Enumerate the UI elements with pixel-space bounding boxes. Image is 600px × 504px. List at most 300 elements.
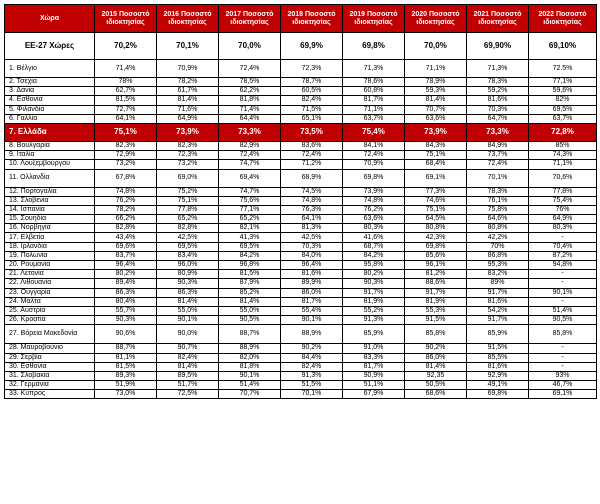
value-cell: 71,1%: [529, 160, 597, 169]
table-row: [5, 224, 597, 233]
value-cell: 92,9%: [467, 371, 529, 380]
value-cell: 90,7%: [157, 344, 219, 353]
country-cell: 12. Πορτογαλία: [5, 187, 95, 196]
table-row: [5, 297, 597, 306]
value-cell: 81,6%: [467, 96, 529, 105]
value-cell: 86,0%: [405, 353, 467, 362]
table-row: [5, 288, 597, 297]
value-cell: 75,8%: [467, 205, 529, 214]
value-cell: 91,7%: [467, 288, 529, 297]
value-cell: 64,4%: [219, 114, 281, 123]
value-cell: 75,1%: [157, 196, 219, 205]
table-row: [5, 242, 597, 251]
value-cell: 77,8%: [157, 205, 219, 214]
value-cell: 66,2%: [95, 215, 157, 224]
country-cell: 10. Λουξεμβούργου: [5, 160, 95, 169]
value-cell: 67,8%: [95, 169, 157, 187]
value-cell: 90,5%: [219, 316, 281, 325]
value-cell: 75,1%: [405, 151, 467, 160]
value-cell: 63,6%: [343, 215, 405, 224]
value-cell: 72,4%: [467, 160, 529, 169]
table-row: [5, 187, 597, 196]
country-cell: 14. Ισπανία: [5, 205, 95, 214]
value-cell: 81,6%: [467, 297, 529, 306]
column-header-year: 2017 Ποσοστό ιδιοκτησίας: [219, 5, 281, 33]
value-cell: 62,2%: [219, 87, 281, 96]
value-cell: 81,9%: [343, 297, 405, 306]
value-cell: 41,3%: [219, 233, 281, 242]
table-row: [5, 196, 597, 205]
value-cell: 72,7%: [95, 105, 157, 114]
value-cell: 90,2%: [405, 344, 467, 353]
eu27-value: 70,0%: [405, 33, 467, 60]
value-cell: 70,6%: [529, 169, 597, 187]
value-cell: 42,2%: [467, 233, 529, 242]
value-cell: 43,4%: [95, 233, 157, 242]
value-cell: 76%: [529, 205, 597, 214]
value-cell: 94,8%: [529, 261, 597, 270]
table-row: [5, 306, 597, 315]
value-cell: 69,8%: [343, 169, 405, 187]
country-cell: 9. Ιταλία: [5, 151, 95, 160]
country-cell: 27. Βόρεια Μακεδονία: [5, 325, 95, 344]
value-cell: 81,4%: [405, 96, 467, 105]
table-row: [5, 270, 597, 279]
value-cell: 70,3%: [281, 242, 343, 251]
value-cell: 74,8%: [343, 196, 405, 205]
value-cell: 59,3%: [405, 87, 467, 96]
value-cell: 41,6%: [343, 233, 405, 242]
value-cell: 75,4%: [529, 196, 597, 205]
value-cell: 69,8%: [467, 390, 529, 399]
country-cell: 18. Ιρλανδία: [5, 242, 95, 251]
value-cell: 42,5%: [281, 233, 343, 242]
column-header-year: 2022 Ποσοστό ιδιοκτησίας: [529, 5, 597, 33]
table-row: [5, 141, 597, 150]
value-cell: 70%: [467, 242, 529, 251]
value-cell: 42,5%: [157, 233, 219, 242]
value-cell: 82,4%: [281, 362, 343, 371]
value-cell: 80,8%: [405, 224, 467, 233]
value-cell: 84,9%: [467, 141, 529, 150]
value-cell: 96,4%: [95, 261, 157, 270]
value-cell: 78,3%: [467, 187, 529, 196]
value-cell: 91,5%: [405, 316, 467, 325]
value-cell: 83,4%: [157, 251, 219, 260]
value-cell: 83,7%: [95, 251, 157, 260]
value-cell: 75,1%: [95, 123, 157, 141]
value-cell: 89,9%: [281, 279, 343, 288]
value-cell: 82,1%: [219, 224, 281, 233]
value-cell: 82,0%: [219, 353, 281, 362]
value-cell: -: [529, 344, 597, 353]
country-cell: 23. Ουγγαρία: [5, 288, 95, 297]
table-row: [5, 151, 597, 160]
value-cell: 73,9%: [405, 123, 467, 141]
value-cell: 83,2%: [467, 270, 529, 279]
value-cell: 90,5%: [529, 316, 597, 325]
country-cell: 13. Σλοβενία: [5, 196, 95, 205]
value-cell: 51,4%: [529, 306, 597, 315]
country-cell: 2. Τσεχία: [5, 78, 95, 87]
value-cell: 82%: [529, 96, 597, 105]
value-cell: 72,5%: [157, 390, 219, 399]
country-cell: 4. Εσθονία: [5, 96, 95, 105]
value-cell: 90,1%: [157, 316, 219, 325]
value-cell: 76,2%: [95, 196, 157, 205]
value-cell: 81,8%: [219, 96, 281, 105]
value-cell: 51,7%: [157, 381, 219, 390]
value-cell: 85,5%: [467, 353, 529, 362]
value-cell: 96,0%: [157, 261, 219, 270]
eu27-value: 70,2%: [95, 33, 157, 60]
value-cell: 81,7%: [343, 96, 405, 105]
value-cell: 80,3%: [343, 224, 405, 233]
value-cell: 69,6%: [95, 242, 157, 251]
value-cell: 72,8%: [529, 123, 597, 141]
value-cell: 81,5%: [95, 362, 157, 371]
value-cell: 74,7%: [219, 160, 281, 169]
value-cell: 84,4%: [281, 353, 343, 362]
value-cell: 89,3%: [95, 371, 157, 380]
value-cell: 73,9%: [157, 123, 219, 141]
value-cell: 90,1%: [219, 371, 281, 380]
value-cell: 84,1%: [343, 141, 405, 150]
country-cell: 3. Δανία: [5, 87, 95, 96]
value-cell: 80,8%: [467, 224, 529, 233]
value-cell: 81,9%: [405, 297, 467, 306]
value-cell: 61,7%: [157, 87, 219, 96]
value-cell: 95,3%: [467, 261, 529, 270]
value-cell: 80,3%: [529, 224, 597, 233]
value-cell: 42,3%: [405, 233, 467, 242]
value-cell: -: [529, 270, 597, 279]
table-row: [5, 114, 597, 123]
value-cell: 69,4%: [219, 169, 281, 187]
value-cell: 73,9%: [343, 187, 405, 196]
value-cell: 64,6%: [467, 215, 529, 224]
value-cell: 54,2%: [467, 306, 529, 315]
value-cell: 73,7%: [467, 151, 529, 160]
value-cell: 75,6%: [219, 196, 281, 205]
value-cell: 81,6%: [281, 270, 343, 279]
value-cell: 87,2%: [529, 251, 597, 260]
eu27-value: 69,10%: [529, 33, 597, 60]
value-cell: 85,2%: [219, 288, 281, 297]
country-cell: 22. Λιθουανία: [5, 279, 95, 288]
value-cell: -: [529, 233, 597, 242]
country-cell: 7. Ελλάδα: [5, 123, 95, 141]
value-cell: 68,6%: [405, 390, 467, 399]
value-cell: 77,1%: [219, 205, 281, 214]
value-cell: 96,8%: [219, 261, 281, 270]
value-cell: 78,5%: [219, 78, 281, 87]
value-cell: 81,2%: [405, 270, 467, 279]
value-cell: 70,1%: [281, 390, 343, 399]
value-cell: 71,3%: [343, 60, 405, 78]
value-cell: 89,5%: [157, 371, 219, 380]
value-cell: 82,3%: [157, 141, 219, 150]
value-cell: 46,7%: [529, 381, 597, 390]
value-cell: 74,5%: [281, 187, 343, 196]
value-cell: 85,8%: [529, 325, 597, 344]
value-cell: 73,2%: [95, 160, 157, 169]
value-cell: 81,5%: [219, 270, 281, 279]
value-cell: 86,8%: [467, 251, 529, 260]
country-cell: 5. Φιλανδία: [5, 105, 95, 114]
country-cell: 25. Αυστρία: [5, 306, 95, 315]
value-cell: 64,9%: [529, 215, 597, 224]
value-cell: 72,9%: [95, 151, 157, 160]
value-cell: -: [529, 279, 597, 288]
table-row: [5, 87, 597, 96]
value-cell: 73,3%: [467, 123, 529, 141]
value-cell: 60,5%: [281, 87, 343, 96]
value-cell: 69,5%: [219, 242, 281, 251]
value-cell: 80,4%: [95, 297, 157, 306]
value-cell: 81,4%: [157, 297, 219, 306]
value-cell: 69,1%: [529, 390, 597, 399]
value-cell: 73,3%: [219, 123, 281, 141]
column-header-year: 2016 Ποσοστό ιδιοκτησίας: [157, 5, 219, 33]
value-cell: 91,7%: [405, 288, 467, 297]
value-cell: 68,7%: [343, 242, 405, 251]
value-cell: 89,4%: [95, 279, 157, 288]
country-cell: 24. Μάλτα: [5, 297, 95, 306]
value-cell: 81,5%: [95, 96, 157, 105]
value-cell: 88,7%: [95, 344, 157, 353]
value-cell: 72.5%: [529, 60, 597, 78]
value-cell: 84,0%: [281, 251, 343, 260]
value-cell: 82,8%: [95, 224, 157, 233]
table-row: [5, 344, 597, 353]
value-cell: 87,9%: [219, 279, 281, 288]
table-row: [5, 78, 597, 87]
eu27-value: 70,0%: [219, 33, 281, 60]
value-cell: 77,3%: [405, 187, 467, 196]
value-cell: 86,3%: [95, 288, 157, 297]
value-cell: 78,2%: [95, 205, 157, 214]
value-cell: 88,7%: [219, 325, 281, 344]
value-cell: 85,8%: [405, 325, 467, 344]
value-cell: -: [529, 362, 597, 371]
value-cell: 77,8%: [529, 187, 597, 196]
value-cell: 50,5%: [405, 381, 467, 390]
value-cell: 70,9%: [343, 160, 405, 169]
value-cell: 55,3%: [405, 306, 467, 315]
value-cell: 81,7%: [281, 297, 343, 306]
table-row: [5, 390, 597, 399]
value-cell: 74,3%: [529, 151, 597, 160]
value-cell: 75,4%: [343, 123, 405, 141]
value-cell: 72,3%: [157, 151, 219, 160]
value-cell: 96,1%: [405, 261, 467, 270]
value-cell: 88,9%: [281, 325, 343, 344]
table-row-highlighted: [5, 123, 597, 141]
value-cell: 55,0%: [157, 306, 219, 315]
value-cell: 64,1%: [95, 114, 157, 123]
country-cell: 21. Λετονία: [5, 270, 95, 279]
value-cell: 70,7%: [405, 105, 467, 114]
value-cell: 88,9%: [219, 344, 281, 353]
value-cell: 65,2%: [219, 215, 281, 224]
value-cell: 90,1%: [529, 288, 597, 297]
value-cell: 63,7%: [529, 114, 597, 123]
value-cell: 85,6%: [405, 251, 467, 260]
value-cell: 70,7%: [219, 390, 281, 399]
value-cell: 69,8%: [405, 242, 467, 251]
country-cell: 32. Γερμανία: [5, 381, 95, 390]
value-cell: 81,4%: [219, 297, 281, 306]
table-row: [5, 362, 597, 371]
column-header-year: 2019 Ποσοστό ιδιοκτησίας: [343, 5, 405, 33]
value-cell: 73,5%: [281, 123, 343, 141]
value-cell: 64,7%: [467, 114, 529, 123]
value-cell: 91,3%: [343, 316, 405, 325]
value-cell: 64,1%: [281, 215, 343, 224]
value-cell: 81,1%: [95, 353, 157, 362]
value-cell: 76,2%: [343, 205, 405, 214]
value-cell: 86,0%: [281, 288, 343, 297]
value-cell: 65,2%: [157, 215, 219, 224]
value-cell: 95,8%: [343, 261, 405, 270]
value-cell: 75,1%: [405, 205, 467, 214]
table-row: [5, 215, 597, 224]
value-cell: 72,4%: [343, 151, 405, 160]
country-cell: 26. Κροατία: [5, 316, 95, 325]
country-cell: 30. Εσθονία: [5, 362, 95, 371]
value-cell: 82,9%: [219, 141, 281, 150]
value-cell: 83,6%: [281, 141, 343, 150]
value-cell: 71,3%: [467, 60, 529, 78]
value-cell: 74,6%: [405, 196, 467, 205]
value-cell: 76,3%: [281, 205, 343, 214]
value-cell: 90,2%: [281, 344, 343, 353]
value-cell: 65,1%: [281, 114, 343, 123]
eu27-row: [5, 33, 597, 60]
country-cell: 11. Ολλανδία: [5, 169, 95, 187]
table-row: [5, 160, 597, 169]
value-cell: 78,3%: [467, 78, 529, 87]
value-cell: 49,1%: [467, 381, 529, 390]
value-cell: 84,3%: [405, 141, 467, 150]
value-cell: 70,9%: [157, 60, 219, 78]
value-cell: 85,9%: [343, 325, 405, 344]
value-cell: 90,3%: [157, 279, 219, 288]
value-cell: 81,4%: [157, 96, 219, 105]
country-cell: 6. Γαλλία: [5, 114, 95, 123]
value-cell: 78,7%: [281, 78, 343, 87]
value-cell: 71,2%: [281, 160, 343, 169]
value-cell: 55,4%: [281, 306, 343, 315]
value-cell: 82,3%: [95, 141, 157, 150]
value-cell: 69,1%: [405, 169, 467, 187]
value-cell: 92,35: [405, 371, 467, 380]
country-cell: 20. Ρουμανία: [5, 261, 95, 270]
value-cell: 91,3%: [281, 371, 343, 380]
value-cell: 74,8%: [95, 187, 157, 196]
eu27-value: 69,8%: [343, 33, 405, 60]
value-cell: -: [529, 297, 597, 306]
value-cell: 91,0%: [343, 344, 405, 353]
value-cell: 82,8%: [157, 224, 219, 233]
value-cell: 71,5%: [281, 105, 343, 114]
value-cell: 72,4%: [219, 60, 281, 78]
value-cell: 89%: [467, 279, 529, 288]
value-cell: 70,3%: [467, 105, 529, 114]
value-cell: 85,9%: [467, 325, 529, 344]
value-cell: 51,1%: [343, 381, 405, 390]
value-cell: 64,5%: [405, 215, 467, 224]
value-cell: 51,9%: [95, 381, 157, 390]
value-cell: 72,4%: [219, 151, 281, 160]
value-cell: 93%: [529, 371, 597, 380]
value-cell: 81,7%: [343, 362, 405, 371]
value-cell: 67,9%: [343, 390, 405, 399]
table-row: [5, 316, 597, 325]
value-cell: 81,3%: [281, 224, 343, 233]
value-cell: 69,5%: [529, 105, 597, 114]
column-header-year: 2020 Ποσοστό ιδιοκτησίας: [405, 5, 467, 33]
table-row: [5, 205, 597, 214]
value-cell: 68,4%: [405, 160, 467, 169]
value-cell: -: [529, 353, 597, 362]
value-cell: 90,9%: [343, 371, 405, 380]
value-cell: 96,4%: [281, 261, 343, 270]
value-cell: 71,1%: [405, 60, 467, 78]
column-header-country: Χώρα: [5, 5, 95, 33]
table-row: [5, 279, 597, 288]
value-cell: 63,6%: [405, 114, 467, 123]
value-cell: 59,6%: [529, 87, 597, 96]
header-row: [5, 5, 597, 33]
value-cell: 71,4%: [95, 60, 157, 78]
table-row: [5, 381, 597, 390]
country-cell: 29. Σερβία: [5, 353, 95, 362]
value-cell: 55,7%: [95, 306, 157, 315]
value-cell: 81,4%: [157, 362, 219, 371]
country-cell: 8. Βουλγαρία: [5, 141, 95, 150]
value-cell: 82,4%: [157, 353, 219, 362]
value-cell: 84,2%: [343, 251, 405, 260]
value-cell: 73,0%: [95, 390, 157, 399]
table-body: [5, 33, 597, 399]
value-cell: 68,9%: [281, 169, 343, 187]
value-cell: 80,2%: [343, 270, 405, 279]
column-header-year: 2015 Ποσοστό ιδιοκτησίας: [95, 5, 157, 33]
table-row: [5, 60, 597, 78]
country-cell: 17. Ελβετία: [5, 233, 95, 242]
value-cell: 51,5%: [281, 381, 343, 390]
value-cell: 91,7%: [467, 316, 529, 325]
value-cell: 78,2%: [157, 78, 219, 87]
value-cell: 81,6%: [467, 362, 529, 371]
value-cell: 81,4%: [405, 362, 467, 371]
value-cell: 86,3%: [157, 288, 219, 297]
table-row: [5, 251, 597, 260]
value-cell: 82,4%: [281, 96, 343, 105]
table-row: [5, 105, 597, 114]
value-cell: 51,4%: [219, 381, 281, 390]
value-cell: 78,6%: [343, 78, 405, 87]
value-cell: 90,3%: [95, 316, 157, 325]
eu27-value: 69,9%: [281, 33, 343, 60]
value-cell: 73,2%: [157, 160, 219, 169]
value-cell: 71,6%: [157, 105, 219, 114]
value-cell: 90,1%: [281, 316, 343, 325]
value-cell: 90,3%: [343, 279, 405, 288]
country-cell: 19. Πολωνία: [5, 251, 95, 260]
